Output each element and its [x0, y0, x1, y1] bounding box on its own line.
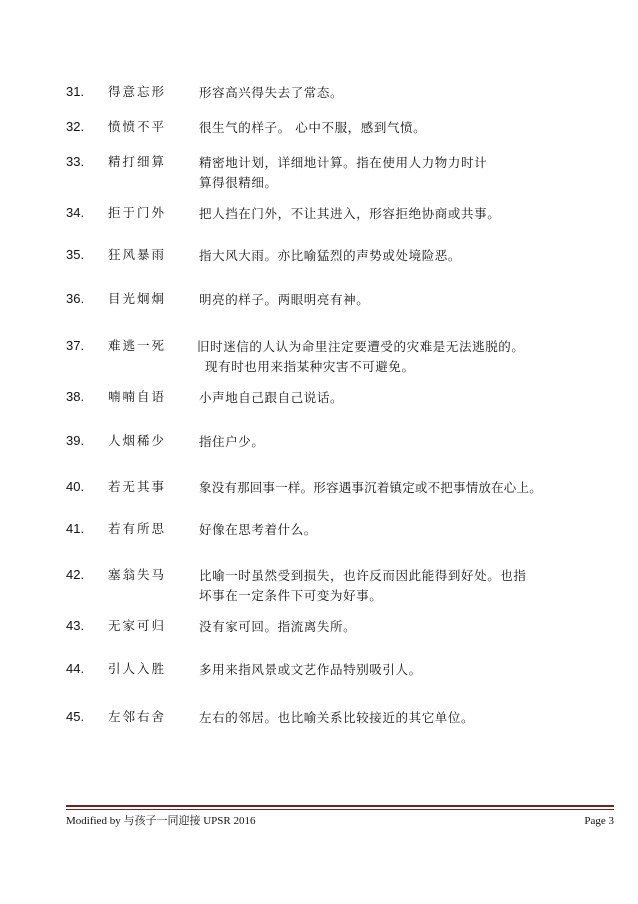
footer-divider-thin [66, 809, 614, 810]
idiom-meaning [199, 83, 611, 103]
idiom-term: 人烟稀少 [108, 433, 167, 448]
entry-number: 34. [66, 205, 85, 220]
idiom-term: 塞翁失马 [108, 567, 167, 582]
idiom-term: 得意忘形 [108, 84, 167, 99]
entry-number: 44. [66, 661, 85, 676]
idiom-meaning [199, 520, 611, 540]
meaning-line: 很生气的样子。 心中不服，感到气愤。 [199, 120, 427, 135]
page-number: Page 3 [584, 815, 614, 827]
idiom-term: 若有所思 [108, 521, 167, 536]
idiom-meaning [199, 478, 619, 498]
idiom-meaning [199, 118, 611, 138]
meaning-line: 指住户少。 [199, 434, 265, 449]
idiom-meaning [199, 153, 611, 193]
entry-number: 40. [66, 479, 85, 494]
idiom-term: 若无其事 [108, 479, 167, 494]
meaning-line: 左右的邻居。也比喻关系比较接近的其它单位。 [199, 710, 475, 725]
meaning-line: 好像在思考着什么。 [199, 522, 317, 537]
entry-number: 31. [66, 84, 85, 99]
idiom-term: 精打细算 [108, 154, 167, 169]
idiom-term: 愤愤不平 [108, 119, 167, 134]
meaning-line: 精密地计划，详细地计算。指在使用人力物力时计 [199, 155, 488, 170]
meaning-line: 现有时也用来指某种灾害不可避免。 [205, 359, 415, 374]
entry-number: 38. [66, 389, 85, 404]
meaning-line: 指大风大雨。亦比喻猛烈的声势或处境险恶。 [199, 248, 462, 263]
idiom-term: 拒于门外 [108, 205, 167, 220]
entry-number: 36. [66, 291, 85, 306]
meaning-line: 比喻一时虽然受到损失，也许反而因此能得到好处。也指 [199, 568, 527, 583]
idiom-meaning [197, 337, 609, 377]
idiom-meaning [199, 388, 611, 408]
idiom-meaning [199, 432, 611, 452]
entry-number: 41. [66, 521, 85, 536]
idiom-term: 无家可归 [108, 618, 167, 633]
idiom-term: 目光炯炯 [108, 291, 167, 306]
meaning-line: 形容高兴得失去了常态。 [199, 85, 344, 100]
meaning-line: 旧时迷信的人认为命里注定要遭受的灾难是无法逃脱的。 [197, 339, 525, 354]
entry-number: 32. [66, 119, 85, 134]
meaning-line: 把人挡在门外，不让其进入，形容拒绝协商或共事。 [199, 206, 501, 221]
meaning-line: 小声地自己跟自己说话。 [199, 390, 344, 405]
meaning-line: 坏事在一定条件下可变为好事。 [199, 588, 383, 603]
idiom-meaning [199, 290, 611, 310]
idiom-meaning [199, 566, 611, 606]
idiom-term: 左邻右舍 [108, 709, 167, 724]
idiom-term: 难逃一死 [108, 338, 167, 353]
footer-divider [66, 805, 614, 807]
meaning-line: 多用来指风景或文艺作品特别吸引人。 [199, 662, 422, 677]
idiom-meaning [199, 660, 611, 680]
entry-number: 37. [66, 338, 85, 353]
meaning-line: 明亮的样子。两眼明亮有神。 [199, 292, 370, 307]
entry-number: 42. [66, 567, 85, 582]
idiom-term: 喃喃自语 [108, 389, 167, 404]
entry-number: 45. [66, 709, 85, 724]
entry-number: 39. [66, 433, 85, 448]
entry-number: 43. [66, 618, 85, 633]
meaning-line: 算得很精细。 [199, 175, 278, 190]
entry-number: 35. [66, 247, 85, 262]
idiom-meaning [199, 204, 611, 224]
meaning-line: 没有家可回。指流离失所。 [199, 619, 357, 634]
idiom-meaning [199, 617, 611, 637]
entry-number: 33. [66, 154, 85, 169]
idiom-term: 狂风暴雨 [108, 247, 167, 262]
idiom-meaning [199, 708, 611, 728]
meaning-line: 象没有那回事一样。形容遇事沉着镇定或不把事情放在心上。 [199, 480, 542, 495]
idiom-term: 引人入胜 [108, 661, 167, 676]
idiom-meaning [199, 246, 611, 266]
footer-credit: Modified by 与孩子一同迎接 UPSR 2016 [66, 815, 256, 827]
